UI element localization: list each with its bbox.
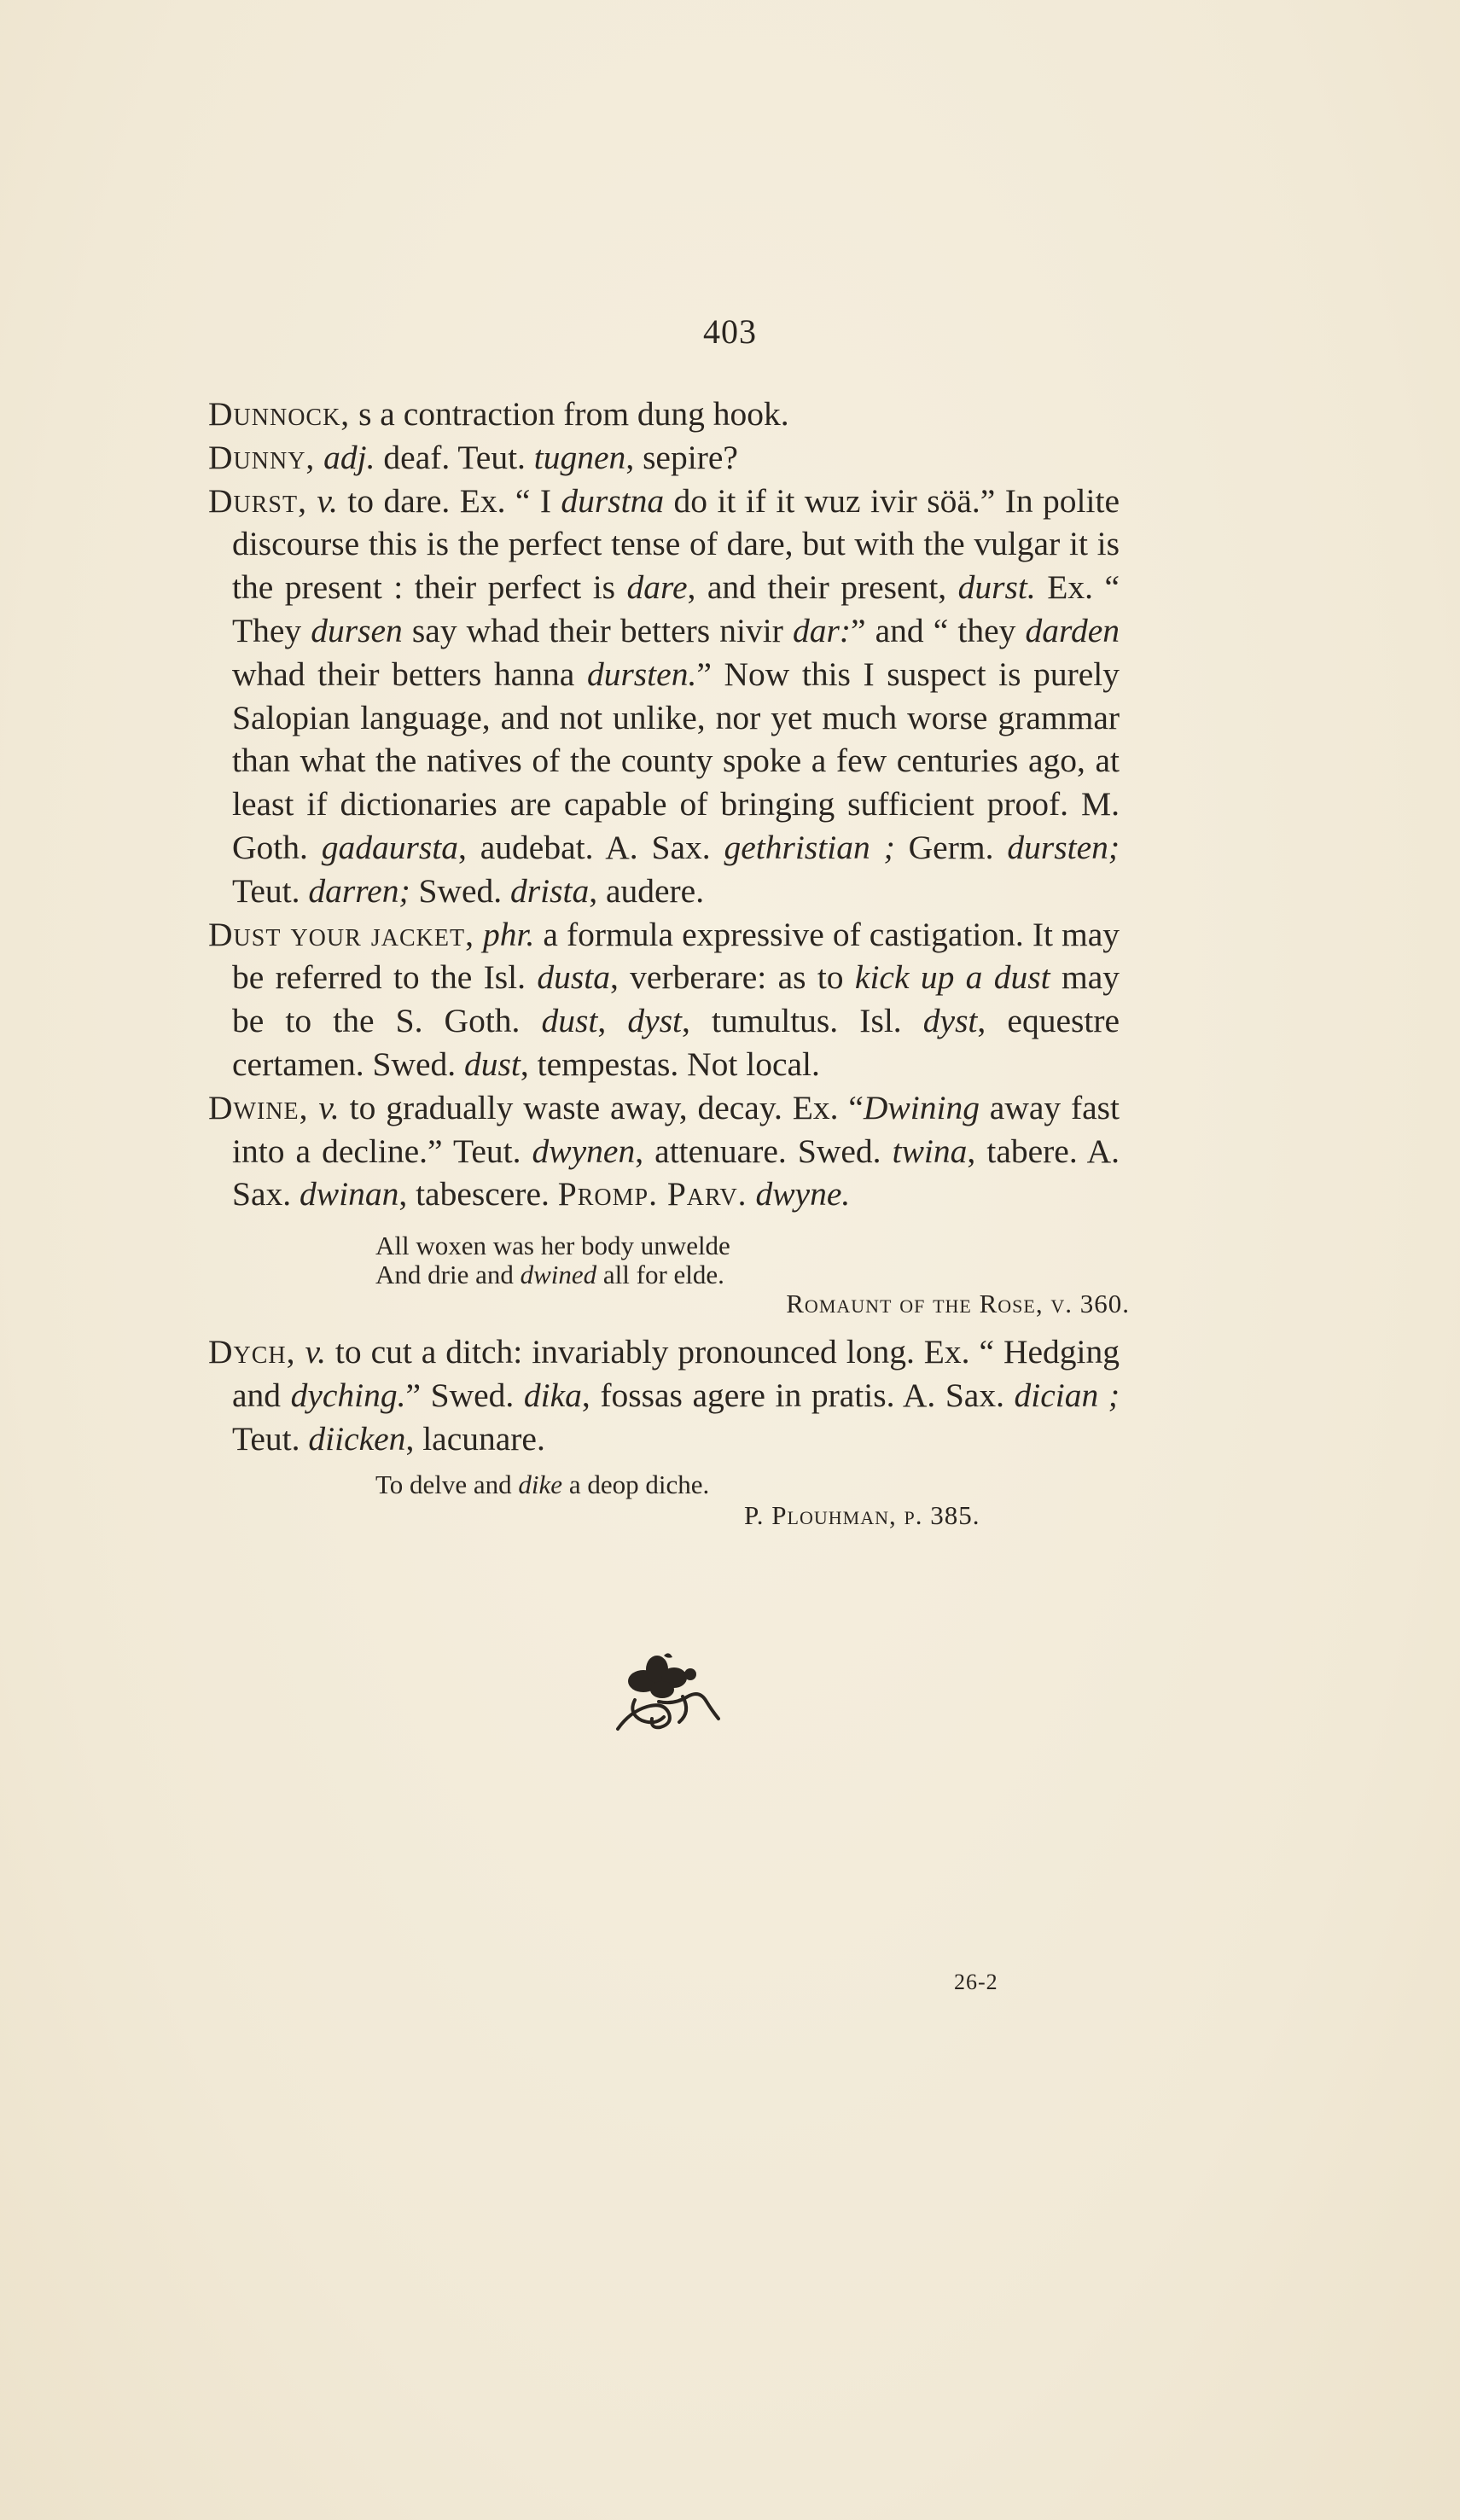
citation-source: P. Plouhman, p. 385.	[744, 1499, 980, 1530]
text-run: ” and “ they	[851, 611, 1026, 649]
headword: Dych,	[208, 1333, 296, 1371]
text-run: to cut a ditch: invariably pronounced long. Ex. “ Hedging and	[232, 1333, 1120, 1414]
italic-term: gadaursta	[321, 828, 458, 866]
italic-term: gethristian ;	[724, 828, 895, 866]
text-run: Ex. “ They	[232, 568, 1120, 649]
text-run: , tabere. A. Sax.	[232, 1132, 1120, 1213]
text-run: a formula expressive of castigation. It may be referred to the Isl.	[232, 915, 1120, 997]
italic-term: dyst	[627, 1002, 683, 1040]
definition-tail: , sepire?	[625, 438, 738, 476]
italic-term: kick up a dust	[854, 958, 1050, 997]
headword: Dunnock,	[208, 395, 351, 433]
text-run: ” Swed.	[405, 1376, 524, 1414]
definition	[232, 482, 1120, 910]
entry-dunnock	[208, 393, 1120, 436]
text-run: , attenuare. Swed.	[635, 1132, 893, 1170]
text-run: may be to the S. Goth.	[232, 958, 1120, 1040]
italic-term: dwynen	[532, 1132, 636, 1170]
italic-term: dwyne.	[755, 1175, 851, 1213]
text-run: , fossas agere in pratis. A. Sax.	[581, 1376, 1015, 1414]
italic-term: dust	[464, 1045, 521, 1083]
text-run: Swed.	[410, 871, 511, 910]
signature-mark: 26-2	[954, 1970, 998, 1994]
citation-plouhman	[375, 1470, 1120, 1531]
part-of-speech: v.	[305, 1333, 326, 1371]
italic-term: dursten.	[586, 655, 697, 693]
page-number: 403	[703, 312, 757, 351]
small-caps-ref: Promp. Parv.	[557, 1175, 747, 1213]
italic-term: dika	[523, 1376, 582, 1414]
italic-term: dursten;	[1007, 828, 1120, 866]
citation-line: All woxen was her body unwelde	[375, 1231, 730, 1261]
citation-keyword: dwined	[520, 1260, 597, 1290]
text-run: ” Now this I suspect is purely Salopian language, and not unlike, nor yet much worse grammar than what the natives of the county spoke a few centuries ago, at least if dictionaries are capable of bringing sufficient proof. M. Goth.	[232, 655, 1120, 866]
italic-term: diicken	[308, 1419, 406, 1458]
etymon: tugnen	[533, 438, 626, 476]
citation-text: a deop diche.	[562, 1469, 710, 1499]
part-of-speech: phr.	[483, 915, 535, 953]
part-of-speech: v.	[317, 481, 338, 520]
citation-text: all for elde.	[596, 1260, 724, 1290]
headword: Durst,	[208, 481, 307, 520]
italic-term: dar:	[792, 611, 851, 649]
citation-text: To delve and	[375, 1469, 519, 1499]
citation-text: And drie and	[375, 1260, 521, 1290]
citation-keyword: dike	[518, 1469, 563, 1499]
italic-term: durstna	[561, 481, 665, 520]
text-run: , and their present,	[687, 568, 958, 607]
headword: Dwine,	[208, 1088, 309, 1126]
citation-source: Romaunt of the Rose, v. 360.	[786, 1289, 1130, 1319]
part-of-speech: v.	[318, 1088, 340, 1126]
italic-term: dyching.	[290, 1376, 406, 1414]
text-run	[747, 1175, 756, 1213]
text-run: whad their betters hanna	[232, 655, 587, 693]
definition: s a contraction from dung hook.	[350, 395, 789, 433]
citation-line	[375, 1260, 1120, 1289]
text-run: , tumultus. Isl.	[682, 1002, 923, 1040]
text-run: ,	[597, 1002, 628, 1040]
citation-line	[375, 1470, 1120, 1500]
italic-term: dician ;	[1014, 1376, 1120, 1414]
entry-dwine	[208, 1086, 1120, 1216]
italic-term: drista	[510, 871, 590, 910]
italic-term: darden	[1025, 611, 1120, 649]
text-run: , lacunare.	[405, 1419, 545, 1458]
italic-term: durst.	[957, 568, 1036, 607]
italic-term: twina	[892, 1132, 968, 1170]
italic-term: dyst	[922, 1002, 978, 1040]
text-run: Teut.	[232, 871, 309, 910]
text-run: away fast into a decline.” Teut.	[232, 1088, 1120, 1170]
text-run: to dare. Ex. “ I	[337, 481, 561, 520]
definition	[232, 1089, 1120, 1213]
text-run: say whad their betters nivir	[402, 611, 793, 649]
italic-term: dare	[626, 568, 688, 607]
definition: deaf. Teut.	[375, 438, 534, 476]
entry-durst	[208, 480, 1120, 913]
definition	[232, 1333, 1120, 1458]
text-run: Teut.	[232, 1419, 309, 1458]
italic-term: darren;	[308, 871, 410, 910]
italic-term: Dwining	[863, 1088, 980, 1126]
text-run: , audere.	[589, 871, 705, 910]
text-run: , equestre certamen. Swed.	[232, 1002, 1120, 1083]
headword: Dunny,	[208, 438, 316, 476]
text-run: , tempestas. Not local.	[520, 1045, 820, 1083]
italic-term: dwinan	[300, 1175, 399, 1213]
headword: Dust your jacket,	[208, 915, 474, 953]
text-run: to gradually waste away, decay. Ex. “	[339, 1088, 864, 1126]
italic-term: dust	[541, 1002, 598, 1040]
entry-dust-your-jacket	[208, 913, 1120, 1086]
entry-dych	[208, 1330, 1120, 1460]
citation-romaunt	[375, 1231, 1130, 1319]
entry-dunny	[208, 436, 1120, 480]
italic-term: dusta	[537, 958, 610, 997]
italic-term: dursen	[311, 611, 403, 649]
text-run: , verberare: as to	[609, 958, 855, 997]
glossary-text	[208, 393, 1130, 1531]
part-of-speech: adj.	[323, 438, 375, 476]
text-run: , audebat. A. Sax.	[458, 828, 724, 866]
floral-tailpiece-icon	[609, 1647, 720, 1741]
text-run: , tabescere.	[398, 1175, 558, 1213]
text-run: Germ.	[894, 828, 1008, 866]
text-run: do it if it wuz ivir söä.” In polite discourse this is the perfect tense of dare, but with the vulgar it is the present : their perfect is	[232, 481, 1120, 607]
